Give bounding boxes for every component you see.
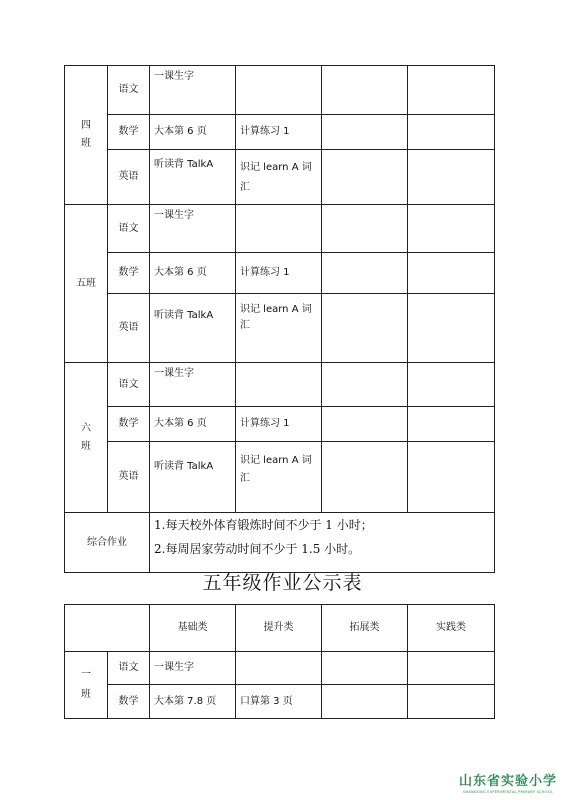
subject-label: 数学 bbox=[118, 267, 139, 278]
comprehensive-label: 综合作业 bbox=[87, 536, 127, 548]
table-border bbox=[64, 718, 495, 719]
basic-homework: 大本第 7.8 页 bbox=[154, 695, 217, 707]
advanced-homework bbox=[236, 363, 321, 406]
basic-homework: 听读背 TalkA bbox=[154, 159, 214, 170]
table-border bbox=[494, 65, 495, 573]
basic-homework: 大本第 6 页 bbox=[154, 418, 207, 429]
advanced-homework: 识记 learn A 词 汇 bbox=[240, 304, 312, 331]
table-border bbox=[494, 604, 495, 719]
school-logo-name: 山东省实验小学 bbox=[458, 774, 557, 789]
basic-homework: 一课生字 bbox=[154, 368, 194, 379]
advanced-homework bbox=[236, 66, 321, 114]
column-header: 基础类 bbox=[177, 622, 208, 633]
subject-label: 语文 bbox=[118, 222, 139, 234]
advanced-homework: 口算第 3 页 bbox=[240, 695, 293, 707]
advanced-homework bbox=[236, 652, 321, 684]
subject-label: 数学 bbox=[118, 695, 139, 707]
subject-label: 数学 bbox=[118, 418, 139, 429]
subject-label: 英语 bbox=[118, 471, 139, 482]
class-name: 四 班 bbox=[81, 120, 91, 149]
basic-homework: 大本第 6 页 bbox=[154, 267, 207, 278]
subject-label: 语文 bbox=[118, 662, 139, 673]
advanced-homework bbox=[236, 205, 321, 252]
class-name: 五班 bbox=[76, 277, 96, 289]
column-header: 拓展类 bbox=[349, 622, 380, 633]
school-logo-english: SHANDONG EXPERIMENTAL PRIMARY SCHOOL bbox=[463, 790, 553, 794]
advanced-homework: 计算练习 1 bbox=[240, 418, 290, 429]
column-header: 实践类 bbox=[436, 622, 466, 633]
school-logo bbox=[459, 770, 557, 794]
class-name: 六 班 bbox=[81, 422, 91, 452]
table-border bbox=[407, 65, 408, 512]
basic-homework: 一课生字 bbox=[154, 662, 194, 673]
subject-label: 语文 bbox=[118, 84, 139, 95]
table-border bbox=[321, 65, 322, 512]
advanced-homework: 识记 learn A 词 汇 bbox=[240, 162, 312, 193]
advanced-homework: 识记 learn A 词 汇 bbox=[240, 455, 312, 484]
advanced-homework: 计算练习 1 bbox=[240, 267, 290, 278]
class-name: 一 班 bbox=[81, 669, 91, 700]
comprehensive-item: 1.每天校外体育锻炼时间不少于 1 小时； bbox=[154, 518, 373, 532]
column-header: 提升类 bbox=[263, 622, 294, 633]
subject-label: 英语 bbox=[118, 171, 139, 182]
basic-homework: 听读背 TalkA bbox=[154, 461, 214, 472]
subject-label: 英语 bbox=[118, 322, 139, 333]
subject-label: 语文 bbox=[118, 378, 139, 390]
basic-homework: 听读背 TalkA bbox=[154, 310, 214, 321]
basic-homework: 一课生字 bbox=[154, 71, 194, 82]
comprehensive-item: 2.每周居家劳动时间不少于 1.5 小时。 bbox=[154, 542, 361, 556]
advanced-homework: 计算练习 1 bbox=[240, 126, 290, 137]
basic-homework: 一课生字 bbox=[154, 210, 194, 221]
page-title: 五年级作业公示表 bbox=[202, 572, 363, 594]
basic-homework: 大本第 6 页 bbox=[154, 126, 207, 137]
subject-label: 数学 bbox=[118, 126, 139, 137]
